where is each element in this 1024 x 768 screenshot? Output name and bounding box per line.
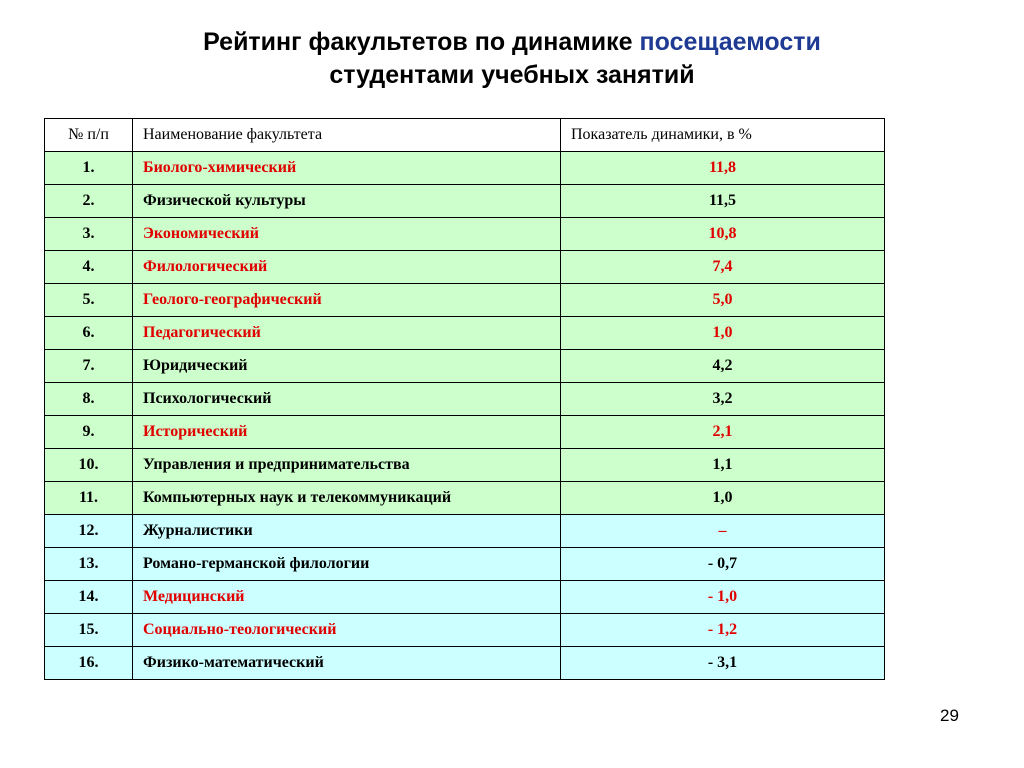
title-line-2: студентами учебных занятий xyxy=(329,61,695,89)
faculty-name: Исторический xyxy=(133,416,561,449)
dynamics-value: 11,8 xyxy=(561,152,885,185)
title-text: Рейтинг факультетов по динамике xyxy=(203,28,640,56)
row-number: 2. xyxy=(45,185,133,218)
table-row xyxy=(45,482,885,515)
row-number: 15. xyxy=(45,614,133,647)
faculty-name: Управления и предпринимательства xyxy=(133,449,561,482)
row-number: 6. xyxy=(45,317,133,350)
faculty-name: Педагогический xyxy=(133,317,561,350)
dynamics-value: 2,1 xyxy=(561,416,885,449)
row-number: 13. xyxy=(45,548,133,581)
table-row xyxy=(45,515,885,548)
row-number: 7. xyxy=(45,350,133,383)
faculty-name: Медицинский xyxy=(133,581,561,614)
dynamics-value: 1,0 xyxy=(561,317,885,350)
table-header-row xyxy=(45,119,885,152)
faculty-name: Психологический xyxy=(133,383,561,416)
page-title xyxy=(0,26,1024,92)
faculty-name: Биолого-химический xyxy=(133,152,561,185)
table-row xyxy=(45,251,885,284)
page-number: 29 xyxy=(940,706,959,725)
faculty-name: Физической культуры xyxy=(133,185,561,218)
row-number: 4. xyxy=(45,251,133,284)
title-line-1 xyxy=(0,26,1024,59)
row-number: 16. xyxy=(45,647,133,680)
row-number: 12. xyxy=(45,515,133,548)
faculty-name: Журналистики xyxy=(133,515,561,548)
faculty-name: Филологический xyxy=(133,251,561,284)
faculty-name: Экономический xyxy=(133,218,561,251)
row-number: 8. xyxy=(45,383,133,416)
dynamics-value: 7,4 xyxy=(561,251,885,284)
table-row xyxy=(45,218,885,251)
table-row xyxy=(45,152,885,185)
table-row xyxy=(45,350,885,383)
title-highlight: посещаемости xyxy=(639,28,821,56)
dynamics-value: 5,0 xyxy=(561,284,885,317)
dynamics-value: 1,0 xyxy=(561,482,885,515)
table-row xyxy=(45,317,885,350)
header-dynamics-value: Показатель динамики, в % xyxy=(561,119,885,152)
dynamics-value: 1,1 xyxy=(561,449,885,482)
dynamics-value: - 0,7 xyxy=(561,548,885,581)
table-row xyxy=(45,614,885,647)
row-number: 9. xyxy=(45,416,133,449)
row-number: 11. xyxy=(45,482,133,515)
faculty-name: Романо-германской филологии xyxy=(133,548,561,581)
dynamics-value: 11,5 xyxy=(561,185,885,218)
dynamics-value: - 3,1 xyxy=(561,647,885,680)
dynamics-value: - 1,0 xyxy=(561,581,885,614)
table-row xyxy=(45,449,885,482)
header-faculty-name: Наименование факультета xyxy=(133,119,561,152)
row-number: 3. xyxy=(45,218,133,251)
faculty-name: Социально-теологический xyxy=(133,614,561,647)
table-row xyxy=(45,416,885,449)
row-number: 1. xyxy=(45,152,133,185)
dynamics-value: - 1,2 xyxy=(561,614,885,647)
faculty-name: Юридический xyxy=(133,350,561,383)
table-row xyxy=(45,647,885,680)
dynamics-value: – xyxy=(561,515,885,548)
row-number: 14. xyxy=(45,581,133,614)
dynamics-value: 3,2 xyxy=(561,383,885,416)
dynamics-value: 10,8 xyxy=(561,218,885,251)
table-row xyxy=(45,383,885,416)
row-number: 10. xyxy=(45,449,133,482)
faculty-name: Компьютерных наук и телекоммуникаций xyxy=(133,482,561,515)
header-number: № п/п xyxy=(45,119,133,152)
faculty-name: Физико-математический xyxy=(133,647,561,680)
table-row xyxy=(45,185,885,218)
dynamics-value: 4,2 xyxy=(561,350,885,383)
table-row xyxy=(45,284,885,317)
faculty-rating-table xyxy=(44,118,885,680)
row-number: 5. xyxy=(45,284,133,317)
table-body xyxy=(45,152,885,680)
faculty-name: Геолого-географический xyxy=(133,284,561,317)
table-row xyxy=(45,548,885,581)
table-row xyxy=(45,581,885,614)
